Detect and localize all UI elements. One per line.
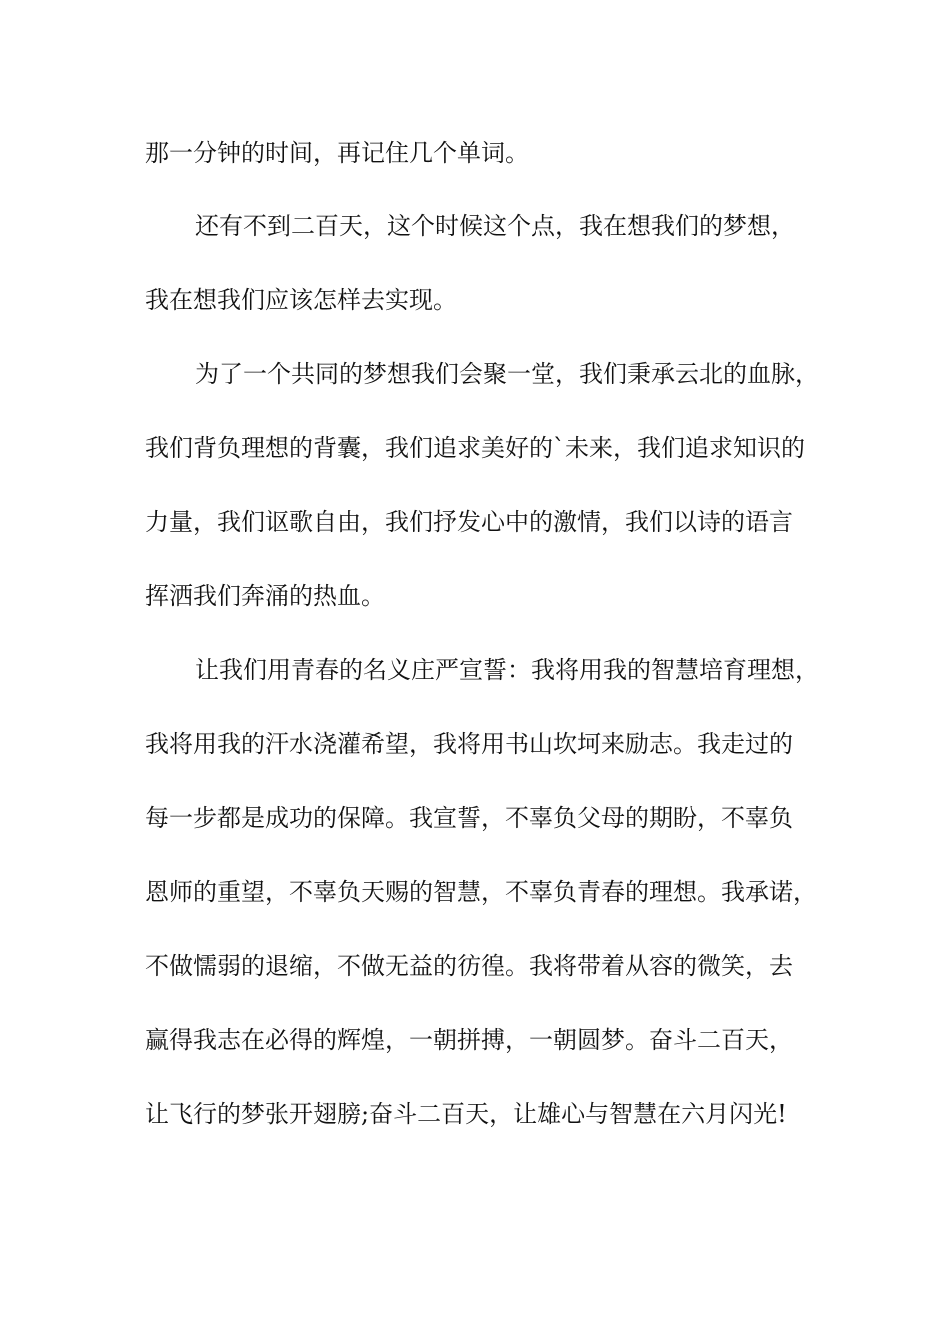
paragraph-start-line: 让我们用青春的名义庄严宣誓：我将用我的智慧培育理想，	[195, 656, 819, 684]
text-line: 我们背负理想的背囊，我们追求美好的`未来，我们追求知识的	[145, 434, 805, 462]
text-line: 那一分钟的时间，再记住几个单词。	[145, 139, 529, 167]
text-line: 每一步都是成功的保障。我宣誓，不辜负父母的期盼，不辜负	[145, 804, 793, 832]
text-line: 让飞行的梦张开翅膀;奋斗二百天，让雄心与智慧在六月闪光!	[145, 1100, 787, 1128]
paragraph-start-line: 还有不到二百天，这个时候这个点，我在想我们的梦想，	[195, 212, 795, 240]
text-line: 我将用我的汗水浇灌希望，我将用书山坎坷来励志。我走过的	[145, 730, 793, 758]
text-line: 恩师的重望，不辜负天赐的智慧，不辜负青春的理想。我承诺，	[145, 878, 817, 906]
paragraph-start-line: 为了一个共同的梦想我们会聚一堂，我们秉承云北的血脉，	[195, 360, 819, 388]
text-line: 力量，我们讴歌自由，我们抒发心中的激情，我们以诗的语言	[145, 508, 793, 536]
text-line: 不做懦弱的退缩，不做无益的彷徨。我将带着从容的微笑，去	[145, 952, 793, 980]
text-line: 我在想我们应该怎样去实现。	[145, 286, 457, 314]
text-line: 赢得我志在必得的辉煌，一朝拼搏，一朝圆梦。奋斗二百天，	[145, 1026, 793, 1054]
text-line: 挥洒我们奔涌的热血。	[145, 582, 385, 610]
